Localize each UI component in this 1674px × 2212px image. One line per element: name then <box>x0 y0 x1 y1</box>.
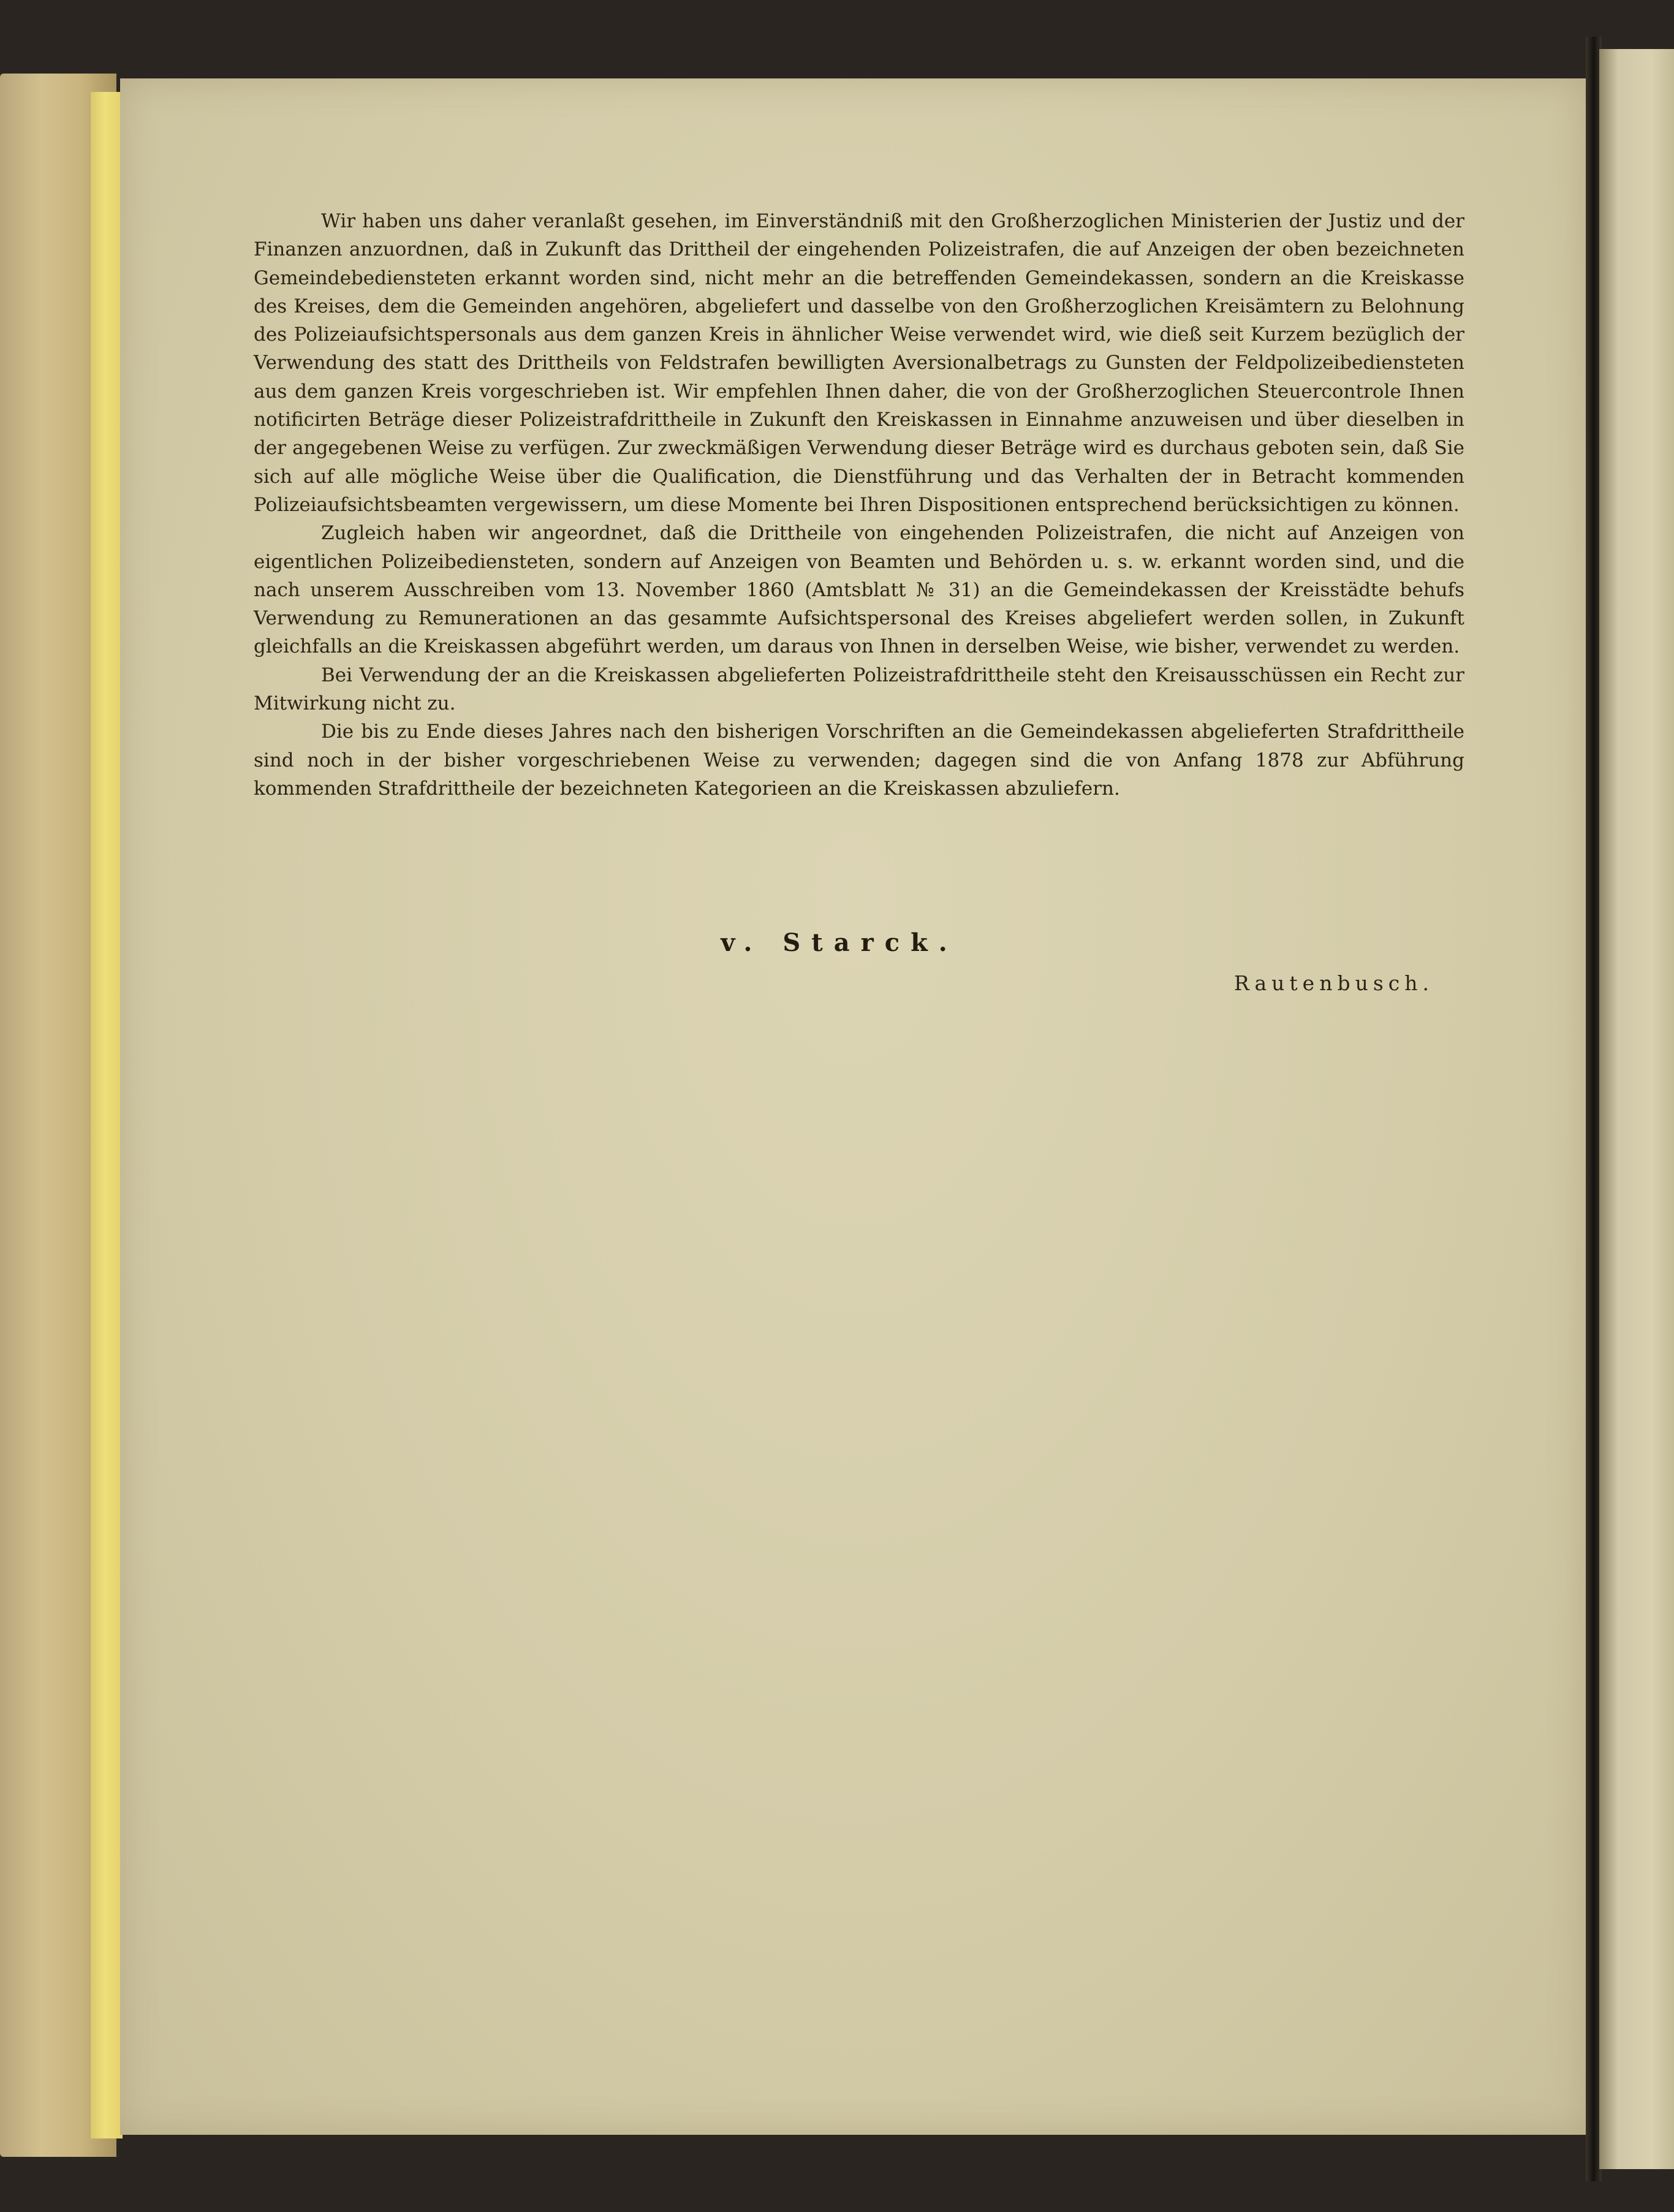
paragraph-1: Wir haben uns daher veranlaßt gesehen, im Einverständniß mit den Großherzoglichen Ministerien der Justiz und der Finanzen anzuordnen, daß in Zukunft das Drittheil der eingehenden Polizeistrafen, die auf Anzeigen der oben bezeichneten Gemeindebediensteten erkannt worden sind, nicht mehr an die betreffenden Gemeindekassen, sondern an die Kreiskasse des Kreises, dem die Gemeinden angehören, abgeliefert und dasselbe von den Großherzoglichen Kreisämtern zu Belohnung des Polizeiaufsichtspersonals aus dem ganzen Kreis in ähnlicher Weise verwendet wird, wie dieß seit Kurzem bezüglich der Verwendung des statt des Drittheils von Feldstrafen bewilligten Aversionalbetrags zu Gunsten der Feldpolizeibediensteten aus dem ganzen Kreis vorgeschrieben ist. Wir empfehlen Ihnen daher, die von der Großherzoglichen Steuercontrole Ihnen notificirten Beträge dieser Polizeistrafdrittheile in Zukunft den Kreiskassen in Einnahme anzuweisen und über dieselben in der angegebenen Weise zu verfügen. Zur zweckmäßigen Verwendung dieser Beträge wird es durchaus geboten sein, daß Sie sich auf alle mögliche Weise über die Qualification, die Dienstführung und das Verhalten der in Betracht kommenden Polizeiaufsichtsbeamten vergewissern, um diese Momente bei Ihren Dispositionen entsprechend berücksichtigen zu können. <box>254 210 1464 516</box>
signature-primary: v. Starck. <box>721 928 958 957</box>
signature-secondary: Rautenbusch. <box>1233 971 1434 995</box>
paragraph-4: Die bis zu Ende dieses Jahres nach den bisherigen Vorschriften an die Gemeindekassen abgelieferten Strafdrittheile sind noch in der bisher vorgeschriebenen Weise zu verwenden; dagegen sind die von Anfang 1878 zur Abführung kommenden Strafdrittheile der bezeichneten Kategorieen an die Kreiskassen abzuliefern. <box>254 721 1464 800</box>
facing-page-sliver <box>1599 49 1674 2169</box>
body-text <box>254 207 1464 803</box>
page-edge-yellow <box>91 92 123 2138</box>
paragraph-3: Bei Verwendung der an die Kreiskassen abgelieferten Polizeistrafdrittheile steht den Kreisausschüssen ein Recht zur Mitwirkung nicht zu. <box>254 664 1464 715</box>
paragraph-2: Zugleich haben wir angeordnet, daß die Drittheile von eingehenden Polizeistrafen, die nicht auf Anzeigen von eigentlichen Polizeibediensteten, sondern auf Anzeigen von Beamten und Behörden u. s. w. erkannt worden sind, und die nach unserem Ausschreiben vom 13. November 1860 (Amtsblatt № 31) an die Gemeindekassen der Kreisstädte behufs Verwendung zu Remunerationen an das gesammte Aufsichtspersonal des Kreises abgeliefert werden sollen, in Zukunft gleichfalls an die Kreiskassen abgeführt werden, um daraus von Ihnen in derselben Weise, wie bisher, verwendet zu werden. <box>254 522 1464 658</box>
